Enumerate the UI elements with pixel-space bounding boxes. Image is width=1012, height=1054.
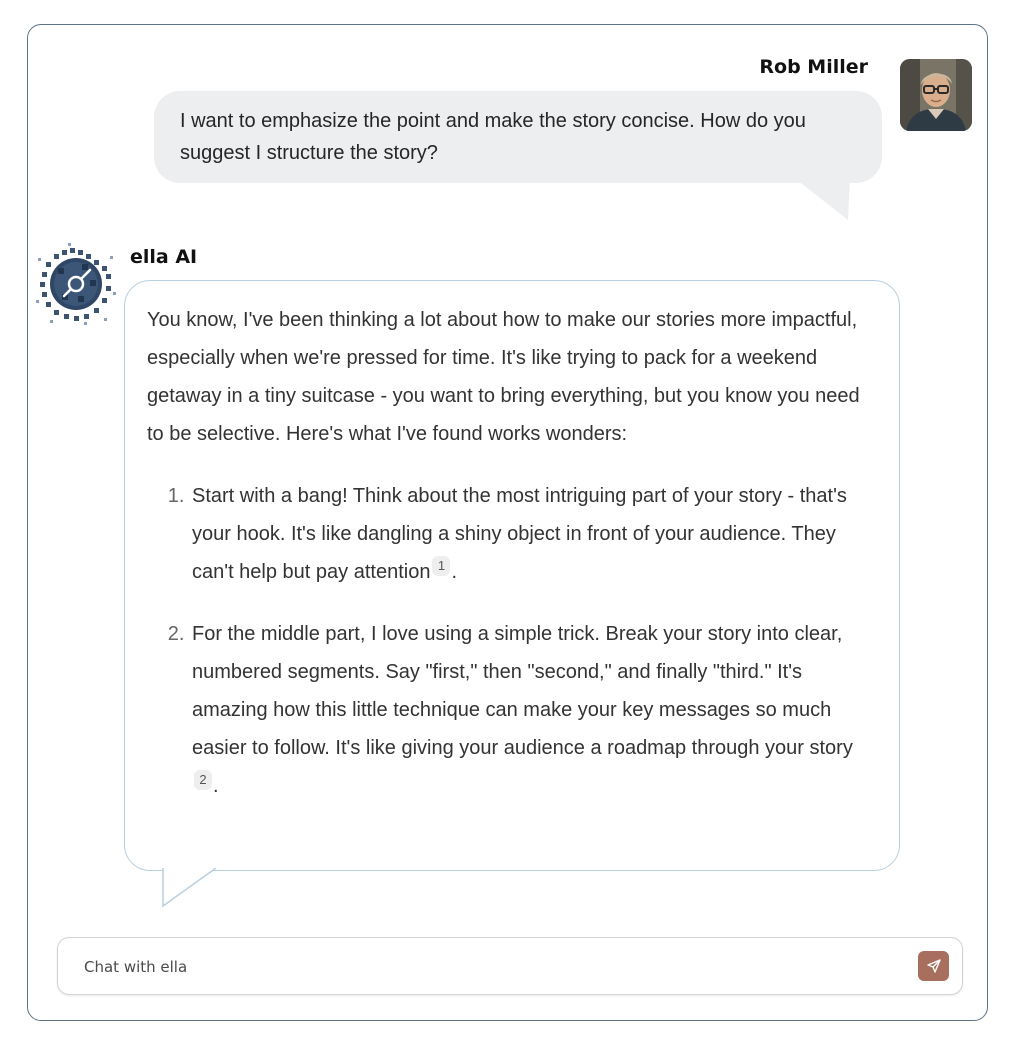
ai-intro-text: You know, I've been thinking a lot about how to make our stories more impactful, especially when we're pressed for time. It's like trying to pack for a weekend getaway in a tiny suitcase - you want to bring everything, but you know you need to be selective. Here's what I've found works wonders: [147, 309, 860, 445]
citation-badge[interactable]: 1 [432, 556, 450, 576]
list-item-text: Start with a bang! Think about the most intriguing part of your story - that's your hook. It's like dangling a shiny object in front of your audience. They can't help but pay attention [192, 485, 847, 583]
list-item-suffix: . [213, 775, 219, 797]
chat-input[interactable] [82, 938, 906, 995]
user-name: Rob Miller [759, 56, 868, 78]
user-avatar [900, 59, 972, 131]
ai-suggestion-list [147, 477, 869, 805]
ai-name: ella AI [130, 246, 198, 268]
list-item-suffix: . [451, 561, 457, 583]
user-bubble-tail [790, 176, 860, 222]
list-item [190, 477, 869, 591]
user-message-bubble [154, 91, 882, 183]
list-item [190, 615, 869, 805]
user-message-text: I want to emphasize the point and make the story concise. How do you suggest I structure the story? [180, 110, 806, 164]
send-button[interactable] [918, 951, 949, 981]
ai-bubble-tail [160, 868, 220, 910]
send-icon [926, 958, 942, 974]
ella-logo-icon [34, 242, 118, 326]
ai-message-bubble [124, 280, 900, 871]
citation-badge[interactable]: 2 [194, 770, 212, 790]
list-item-text: For the middle part, I love using a simple trick. Break your story into clear, numbered segments. Say "first," then "second," and finally "third." It's amazing how this little technique can make your key messages so much easier to follow. It's like giving your audience a roadmap through your story [192, 623, 853, 759]
chat-input-box [57, 937, 963, 995]
